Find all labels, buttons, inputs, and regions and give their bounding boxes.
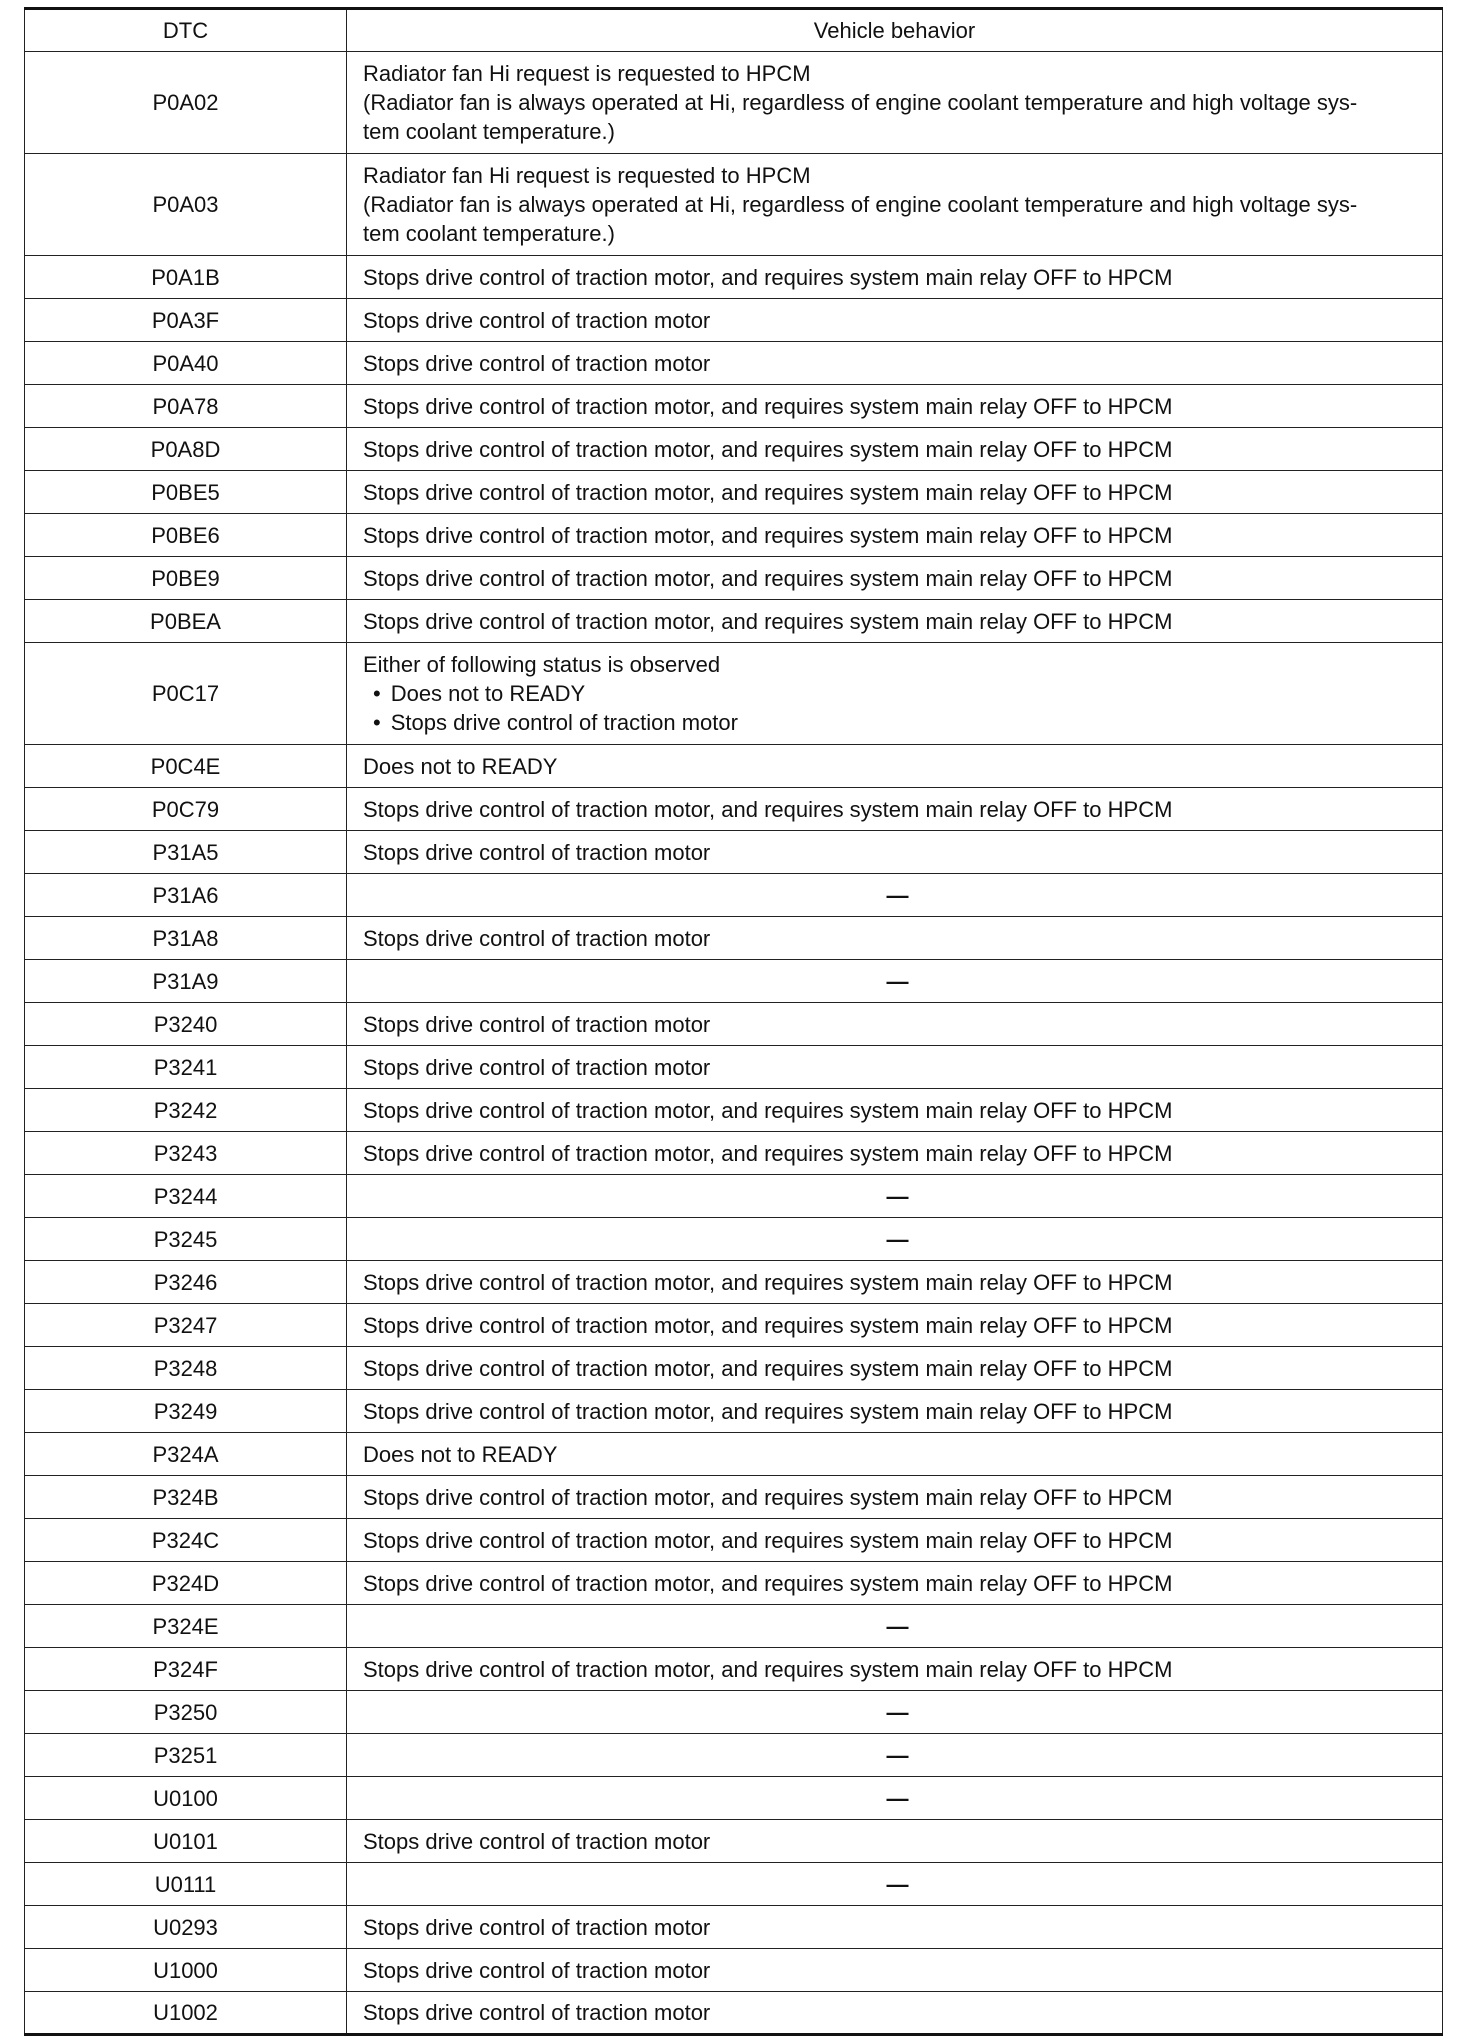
dtc-code-cell: P3251 [25, 1734, 347, 1777]
table-row [25, 600, 1443, 643]
table-row [25, 1132, 1443, 1175]
vehicle-behavior-cell [347, 1648, 1443, 1691]
vehicle-behavior-cell [347, 1519, 1443, 1562]
header-vehicle-behavior: Vehicle behavior [347, 9, 1443, 52]
vehicle-behavior-cell [347, 745, 1443, 788]
dtc-code-cell: P324E [25, 1605, 347, 1648]
vehicle-behavior-cell [347, 874, 1443, 917]
table-row [25, 342, 1443, 385]
no-behavior-dash: — [886, 1699, 909, 1725]
table-row [25, 1089, 1443, 1132]
dtc-code-cell: U0100 [25, 1777, 347, 1820]
vehicle-behavior-cell [347, 1906, 1443, 1949]
vehicle-behavior-cell [347, 1734, 1443, 1777]
behavior-line: Stops drive control of traction motor, and requires system main relay OFF to HPCM [363, 479, 1173, 505]
behavior-line: Stops drive control of traction motor, and requires system main relay OFF to HPCM [363, 1656, 1173, 1682]
table-row [25, 471, 1443, 514]
dtc-code-cell: P3247 [25, 1304, 347, 1347]
no-behavior-dash: — [886, 1226, 909, 1252]
dtc-code-cell: P0BE9 [25, 557, 347, 600]
dtc-code-cell: P0A03 [25, 154, 347, 256]
header-dtc: DTC [25, 9, 347, 52]
vehicle-behavior-cell [347, 1304, 1443, 1347]
dtc-code-cell: P31A9 [25, 960, 347, 1003]
behavior-line: (Radiator fan is always operated at Hi, regardless of engine coolant temperature and high voltage sys- [363, 192, 1358, 217]
vehicle-behavior-cell [347, 385, 1443, 428]
behavior-line: Stops drive control of traction motor, and requires system main relay OFF to HPCM [363, 1355, 1173, 1381]
dtc-code-cell: P324F [25, 1648, 347, 1691]
behavior-line: Does not to READY [363, 753, 558, 779]
behavior-line: Stops drive control of traction motor [363, 839, 711, 865]
dtc-code-cell: U0111 [25, 1863, 347, 1906]
table-row [25, 1390, 1443, 1433]
table-row [25, 299, 1443, 342]
vehicle-behavior-cell [347, 514, 1443, 557]
table-row [25, 1777, 1443, 1820]
dtc-code-cell: P324D [25, 1562, 347, 1605]
table-row [25, 557, 1443, 600]
dtc-code-cell: P31A5 [25, 831, 347, 874]
behavior-line: Stops drive control of traction motor, and requires system main relay OFF to HPCM [363, 264, 1173, 290]
vehicle-behavior-cell [347, 960, 1443, 1003]
behavior-line: Stops drive control of traction motor, and requires system main relay OFF to HPCM [363, 436, 1173, 462]
table-row [25, 1218, 1443, 1261]
table-row [25, 831, 1443, 874]
vehicle-behavior-cell [347, 643, 1443, 745]
vehicle-behavior-cell [347, 428, 1443, 471]
dtc-code-cell: P324A [25, 1433, 347, 1476]
behavior-line: Radiator fan Hi request is requested to HPCM [363, 61, 811, 86]
table-body [25, 52, 1443, 2035]
table-row [25, 874, 1443, 917]
vehicle-behavior-cell [347, 557, 1443, 600]
no-behavior-dash: — [886, 1871, 909, 1897]
dtc-code-cell: P3246 [25, 1261, 347, 1304]
behavior-line: Stops drive control of traction motor, and requires system main relay OFF to HPCM [363, 522, 1173, 548]
vehicle-behavior-cell [347, 1605, 1443, 1648]
table-row [25, 1820, 1443, 1863]
dtc-code-cell: P0A78 [25, 385, 347, 428]
vehicle-behavior-cell [347, 1003, 1443, 1046]
dtc-code-cell: P0BE6 [25, 514, 347, 557]
vehicle-behavior-cell [347, 1089, 1443, 1132]
dtc-vehicle-behavior-table [24, 7, 1443, 2036]
behavior-line: Stops drive control of traction motor [363, 1957, 711, 1983]
vehicle-behavior-cell [347, 831, 1443, 874]
behavior-line: Stops drive control of traction motor [363, 307, 711, 333]
vehicle-behavior-cell [347, 299, 1443, 342]
dtc-code-cell: P0BEA [25, 600, 347, 643]
vehicle-behavior-cell [347, 1218, 1443, 1261]
vehicle-behavior-cell [347, 1992, 1443, 2035]
vehicle-behavior-cell [347, 1347, 1443, 1390]
dtc-code-cell: P0BE5 [25, 471, 347, 514]
table-row [25, 1992, 1443, 2035]
behavior-line: Stops drive control of traction motor, and requires system main relay OFF to HPCM [363, 1269, 1173, 1295]
table-row [25, 643, 1443, 745]
vehicle-behavior-cell [347, 342, 1443, 385]
dtc-code-cell: P0A1B [25, 256, 347, 299]
no-behavior-dash: — [886, 1742, 909, 1768]
behavior-line: Stops drive control of traction motor, and requires system main relay OFF to HPCM [363, 1398, 1173, 1424]
table-row [25, 1261, 1443, 1304]
dtc-code-cell: P0A02 [25, 52, 347, 154]
behavior-line: Stops drive control of traction motor, and requires system main relay OFF to HPCM [363, 393, 1173, 419]
vehicle-behavior-cell [347, 1175, 1443, 1218]
behavior-line: Stops drive control of traction motor [363, 2000, 711, 2025]
dtc-code-cell: P3250 [25, 1691, 347, 1734]
table-row [25, 1046, 1443, 1089]
vehicle-behavior-cell [347, 154, 1443, 256]
table-row [25, 1304, 1443, 1347]
table-row [25, 1347, 1443, 1390]
dtc-code-cell: P324B [25, 1476, 347, 1519]
table-header [25, 9, 1443, 52]
table-row [25, 1433, 1443, 1476]
table-row [25, 154, 1443, 256]
behavior-line: Stops drive control of traction motor [363, 1914, 711, 1940]
vehicle-behavior-cell [347, 1820, 1443, 1863]
vehicle-behavior-cell [347, 1949, 1443, 1992]
table-row [25, 1562, 1443, 1605]
behavior-line: Stops drive control of traction motor, and requires system main relay OFF to HPCM [363, 1312, 1173, 1338]
vehicle-behavior-cell [347, 917, 1443, 960]
behavior-line: Stops drive control of traction motor, and requires system main relay OFF to HPCM [363, 1140, 1173, 1166]
no-behavior-dash: — [886, 968, 909, 994]
dtc-code-cell: P0A40 [25, 342, 347, 385]
table-row [25, 1734, 1443, 1777]
behavior-line: (Radiator fan is always operated at Hi, regardless of engine coolant temperature and high voltage sys- [363, 90, 1358, 115]
dtc-code-cell: P0C17 [25, 643, 347, 745]
behavior-bullet-item: • Stops drive control of traction motor [363, 708, 1432, 737]
table-row [25, 1175, 1443, 1218]
behavior-line: Stops drive control of traction motor, and requires system main relay OFF to HPCM [363, 1484, 1173, 1510]
behavior-line: Stops drive control of traction motor, and requires system main relay OFF to HPCM [363, 1097, 1173, 1123]
vehicle-behavior-cell [347, 471, 1443, 514]
vehicle-behavior-cell [347, 1863, 1443, 1906]
table-row [25, 1605, 1443, 1648]
behavior-line: Stops drive control of traction motor, and requires system main relay OFF to HPCM [363, 1570, 1173, 1596]
dtc-code-cell: P0A3F [25, 299, 347, 342]
vehicle-behavior-cell [347, 1261, 1443, 1304]
dtc-code-cell: P0C79 [25, 788, 347, 831]
dtc-code-cell: P3240 [25, 1003, 347, 1046]
table-row [25, 1519, 1443, 1562]
table-row [25, 428, 1443, 471]
behavior-line: Does not to READY [363, 1441, 558, 1467]
dtc-code-cell: P3245 [25, 1218, 347, 1261]
table-row [25, 1691, 1443, 1734]
vehicle-behavior-cell [347, 788, 1443, 831]
dtc-code-cell: P324C [25, 1519, 347, 1562]
dtc-code-cell: P3244 [25, 1175, 347, 1218]
no-behavior-dash: — [886, 1613, 909, 1639]
table-row [25, 745, 1443, 788]
vehicle-behavior-cell [347, 1691, 1443, 1734]
table-row [25, 52, 1443, 154]
behavior-line: tem coolant temperature.) [363, 221, 615, 246]
dtc-code-cell: P31A8 [25, 917, 347, 960]
vehicle-behavior-cell [347, 1046, 1443, 1089]
vehicle-behavior-cell [347, 1476, 1443, 1519]
table-row [25, 1949, 1443, 1992]
table-row [25, 1003, 1443, 1046]
table-row [25, 1863, 1443, 1906]
behavior-line: Stops drive control of traction motor [363, 350, 711, 376]
dtc-code-cell: P0A8D [25, 428, 347, 471]
dtc-code-cell: U1000 [25, 1949, 347, 1992]
dtc-code-cell: P3248 [25, 1347, 347, 1390]
behavior-line: Stops drive control of traction motor, and requires system main relay OFF to HPCM [363, 608, 1173, 634]
table-row [25, 788, 1443, 831]
behavior-line: Stops drive control of traction motor, and requires system main relay OFF to HPCM [363, 565, 1173, 591]
vehicle-behavior-cell [347, 256, 1443, 299]
no-behavior-dash: — [886, 1183, 909, 1209]
dtc-code-cell: U0293 [25, 1906, 347, 1949]
vehicle-behavior-cell [347, 1777, 1443, 1820]
dtc-code-cell: P3249 [25, 1390, 347, 1433]
table-row [25, 256, 1443, 299]
behavior-line: Stops drive control of traction motor [363, 925, 711, 951]
dtc-code-cell: P3241 [25, 1046, 347, 1089]
behavior-line: Stops drive control of traction motor [363, 1054, 711, 1080]
table-row [25, 917, 1443, 960]
vehicle-behavior-cell [347, 1433, 1443, 1476]
vehicle-behavior-cell [347, 1562, 1443, 1605]
vehicle-behavior-cell [347, 600, 1443, 643]
header-row [25, 9, 1443, 52]
behavior-line: Either of following status is observed [363, 652, 721, 677]
no-behavior-dash: — [886, 1785, 909, 1811]
dtc-code-cell: U0101 [25, 1820, 347, 1863]
behavior-line: Stops drive control of traction motor [363, 1011, 711, 1037]
table-row [25, 1648, 1443, 1691]
behavior-line: tem coolant temperature.) [363, 119, 615, 144]
table-row [25, 1476, 1443, 1519]
behavior-line: Stops drive control of traction motor, and requires system main relay OFF to HPCM [363, 796, 1173, 822]
table-row [25, 1906, 1443, 1949]
vehicle-behavior-cell [347, 1390, 1443, 1433]
dtc-code-cell: P3243 [25, 1132, 347, 1175]
vehicle-behavior-cell [347, 1132, 1443, 1175]
dtc-code-cell: P0C4E [25, 745, 347, 788]
table-row [25, 960, 1443, 1003]
behavior-line: Stops drive control of traction motor, and requires system main relay OFF to HPCM [363, 1527, 1173, 1553]
no-behavior-dash: — [886, 882, 909, 908]
table-row [25, 385, 1443, 428]
behavior-line: Radiator fan Hi request is requested to HPCM [363, 163, 811, 188]
behavior-bullet-item: • Does not to READY [363, 679, 1432, 708]
table-row [25, 514, 1443, 557]
vehicle-behavior-cell [347, 52, 1443, 154]
dtc-code-cell: P3242 [25, 1089, 347, 1132]
dtc-code-cell: P31A6 [25, 874, 347, 917]
dtc-code-cell: U1002 [25, 1992, 347, 2035]
behavior-line: Stops drive control of traction motor [363, 1828, 711, 1854]
